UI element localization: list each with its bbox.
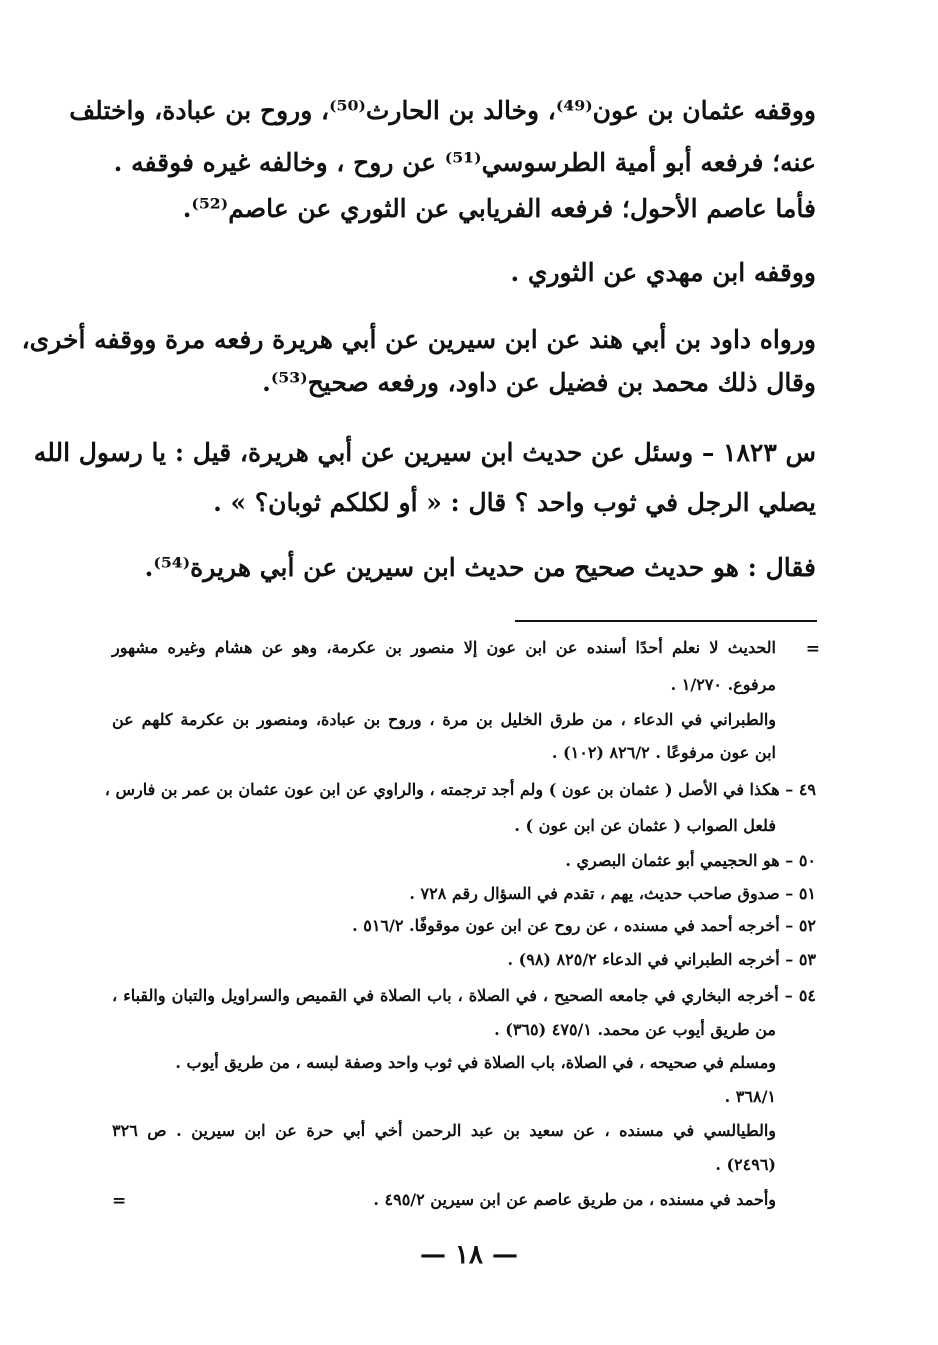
footnote-line: ٥٣ – أخرجه الطبراني في الدعاء ٨٢٥/٢ (٩٨) . xyxy=(507,950,816,969)
continuation-mark: = xyxy=(805,639,820,659)
footnote-line: ومسلم في صحيحه ، في الصلاة، باب الصلاة في ثوب واحد وصفة لبسه ، من طريق أيوب . xyxy=(175,1053,776,1072)
footnote-line: ٥٢ – أخرجه أحمد في مسنده ، عن روح عن ابن عون موقوفًا. ٥١٦/٢ . xyxy=(352,916,816,935)
footnote-line: فلعل الصواب ( عثمان عن ابن عون ) . xyxy=(514,816,776,835)
footnote-line: ٥٤ – أخرجه البخاري في جامعه الصحيح ، في الصلاة ، باب الصلاة في القميص والسراويل والتبان والقباء ، xyxy=(112,986,816,1005)
main-text-line: ووقفه ابن مهدي عن الثوري . xyxy=(510,258,816,287)
main-text-line: ووقفه عثمان بن عون⁽⁴⁹⁾، وخالد بن الحارث⁽⁵⁰⁾، وروح بن عبادة، واختلف xyxy=(69,96,816,125)
main-text-line: عنه؛ فرفعه أبو أمية الطرسوسي⁽⁵¹⁾ عن روح ، وخالفه غيره فوقفه . xyxy=(113,148,816,177)
footnote-line: ٥١ – صدوق صاحب حديث، يهم ، تقدم في السؤال رقم ٧٢٨ . xyxy=(409,884,816,903)
main-text-line: فأما عاصم الأحول؛ فرفعه الفريابي عن الثوري عن عاصم⁽⁵²⁾. xyxy=(182,194,816,223)
footnote-line: مرفوع. ١/٢٧٠ . xyxy=(670,675,776,694)
footnote-line: والطيالسي في مسنده ، عن سعيد بن عبد الرحمن أخي أبي حرة عن ابن سيرين . ص ٣٢٦ xyxy=(112,1121,777,1140)
footnote-line: ٣٦٨/١ . xyxy=(724,1087,776,1106)
footnote-line: من طريق أيوب عن محمد. ٤٧٥/١ (٣٦٥) . xyxy=(494,1020,776,1039)
main-text-line: وقال ذلك محمد بن فضيل عن داود، ورفعه صحيح⁽⁵³⁾. xyxy=(262,368,816,397)
main-text-line: يصلي الرجل في ثوب واحد ؟ قال : « أو لكلكم ثوبان؟ » . xyxy=(213,488,816,517)
question-heading-line: س ١٨٢٣ – وسئل عن حديث ابن سيرين عن أبي هريرة، قيل : يا رسول الله xyxy=(33,438,816,467)
footnote-line: وأحمد في مسنده ، من طريق عاصم عن ابن سيرين ٤٩٥/٢ . xyxy=(373,1190,776,1209)
footnote-line: (٢٤٩٦) . xyxy=(715,1155,776,1174)
footnote-line: ٤٩ – هكذا في الأصل ( عثمان بن عون ) ولم أجد ترجمته ، والراوي عن ابن عون عثمان بن عمر بن فارس ، xyxy=(104,780,816,799)
footnote-divider xyxy=(515,620,817,622)
main-text-line: فقال : هو حديث صحيح من حديث ابن سيرين عن أبي هريرة⁽⁵⁴⁾. xyxy=(144,553,816,582)
footnote-line: الحديث لا نعلم أحدًا أسنده عن ابن عون إلا منصور بن عكرمة، وهو عن هشام وغيره مشهور xyxy=(112,638,776,657)
footnote-line: ٥٠ – هو الحجيمي أبو عثمان البصري . xyxy=(565,851,816,870)
page-number: — ١٨ — xyxy=(419,1240,519,1270)
continuation-mark: = xyxy=(112,1191,127,1211)
main-text-line: ورواه داود بن أبي هند عن ابن سيرين عن أبي هريرة رفعه مرة ووقفه أخرى، xyxy=(21,325,816,354)
footnote-line: والطبراني في الدعاء ، من طرق الخليل بن مرة ، وروح بن عبادة، ومنصور بن عكرمة كلهم عن xyxy=(112,710,776,729)
footnote-line: ابن عون مرفوعًا . ٨٢٦/٢ (١٠٢) . xyxy=(551,743,776,762)
